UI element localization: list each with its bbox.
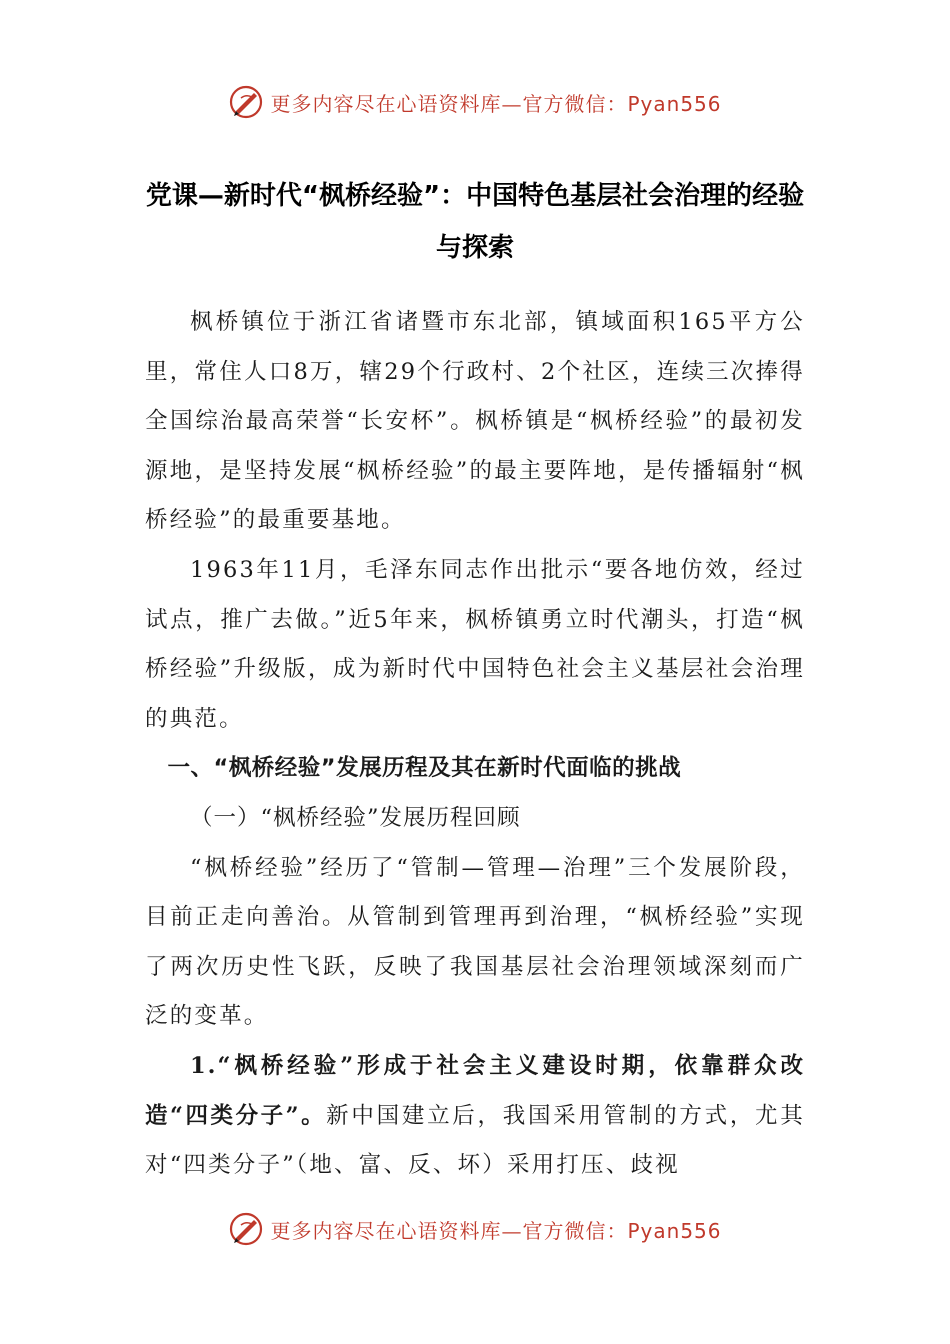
subsection-heading-1: （一）“枫桥经验”发展历程回顾: [190, 804, 521, 831]
paragraph-4: [145, 1042, 805, 1191]
paragraph-2: 1963年11月，毛泽东同志作出批示“要各地仿效，经过试点，推广去做。”近5年来，枫桥镇勇立时代潮头，打造“枫桥经验”升级版，成为新时代中国特色社会主义基层社会治理的典范。: [145, 556, 805, 732]
banner-promo: 更多内容尽在心语资料库—官方微信：: [270, 1218, 628, 1243]
pen-logo-icon: [228, 1211, 264, 1247]
banner-wechat-id: Pyan556: [627, 91, 722, 116]
pen-logo-icon: [228, 84, 264, 120]
paragraph-1: 枫桥镇位于浙江省诸暨市东北部，镇域面积165平方公里，常住人口8万，辖29个行政村、2个社区，连续三次捧得全国综治最高荣誉“长安杯”。枫桥镇是“枫桥经验”的最初发源地，是坚持发展“枫桥经验”的最主要阵地，是传播辐射“枫桥经验”的最重要基地。: [145, 309, 805, 534]
footer-banner: [0, 1209, 950, 1249]
section-heading-1: 一、“枫桥经验”发展历程及其在新时代面临的挑战: [167, 755, 682, 782]
header-banner: [0, 82, 950, 122]
paragraph-4-lead: 1.“枫桥经验”形成于社会主义建设时期，依靠群众改造“四类分子”。: [145, 1052, 805, 1129]
banner-wechat-id: Pyan556: [627, 1218, 722, 1243]
document-body: [145, 298, 805, 1191]
document-title: 党课—新时代“枫桥经验”：中国特色基层社会治理的经验与探索: [145, 181, 805, 263]
banner-text: [270, 1215, 721, 1244]
banner-promo: 更多内容尽在心语资料库—官方微信：: [270, 91, 628, 116]
banner-text: [270, 88, 721, 117]
paragraph-3: “枫桥经验”经历了“管制—管理—治理”三个发展阶段，目前正走向善治。从管制到管理再到治理，“枫桥经验”实现了两次历史性飞跃，反映了我国基层社会治理领域深刻而广泛的变革。: [145, 854, 805, 1030]
paragraph-4-text: 新中国建立后，我国采用管制的方式，尤其对“四类分子”（地、富、反、坏）采用打压、歧视: [145, 1102, 805, 1179]
